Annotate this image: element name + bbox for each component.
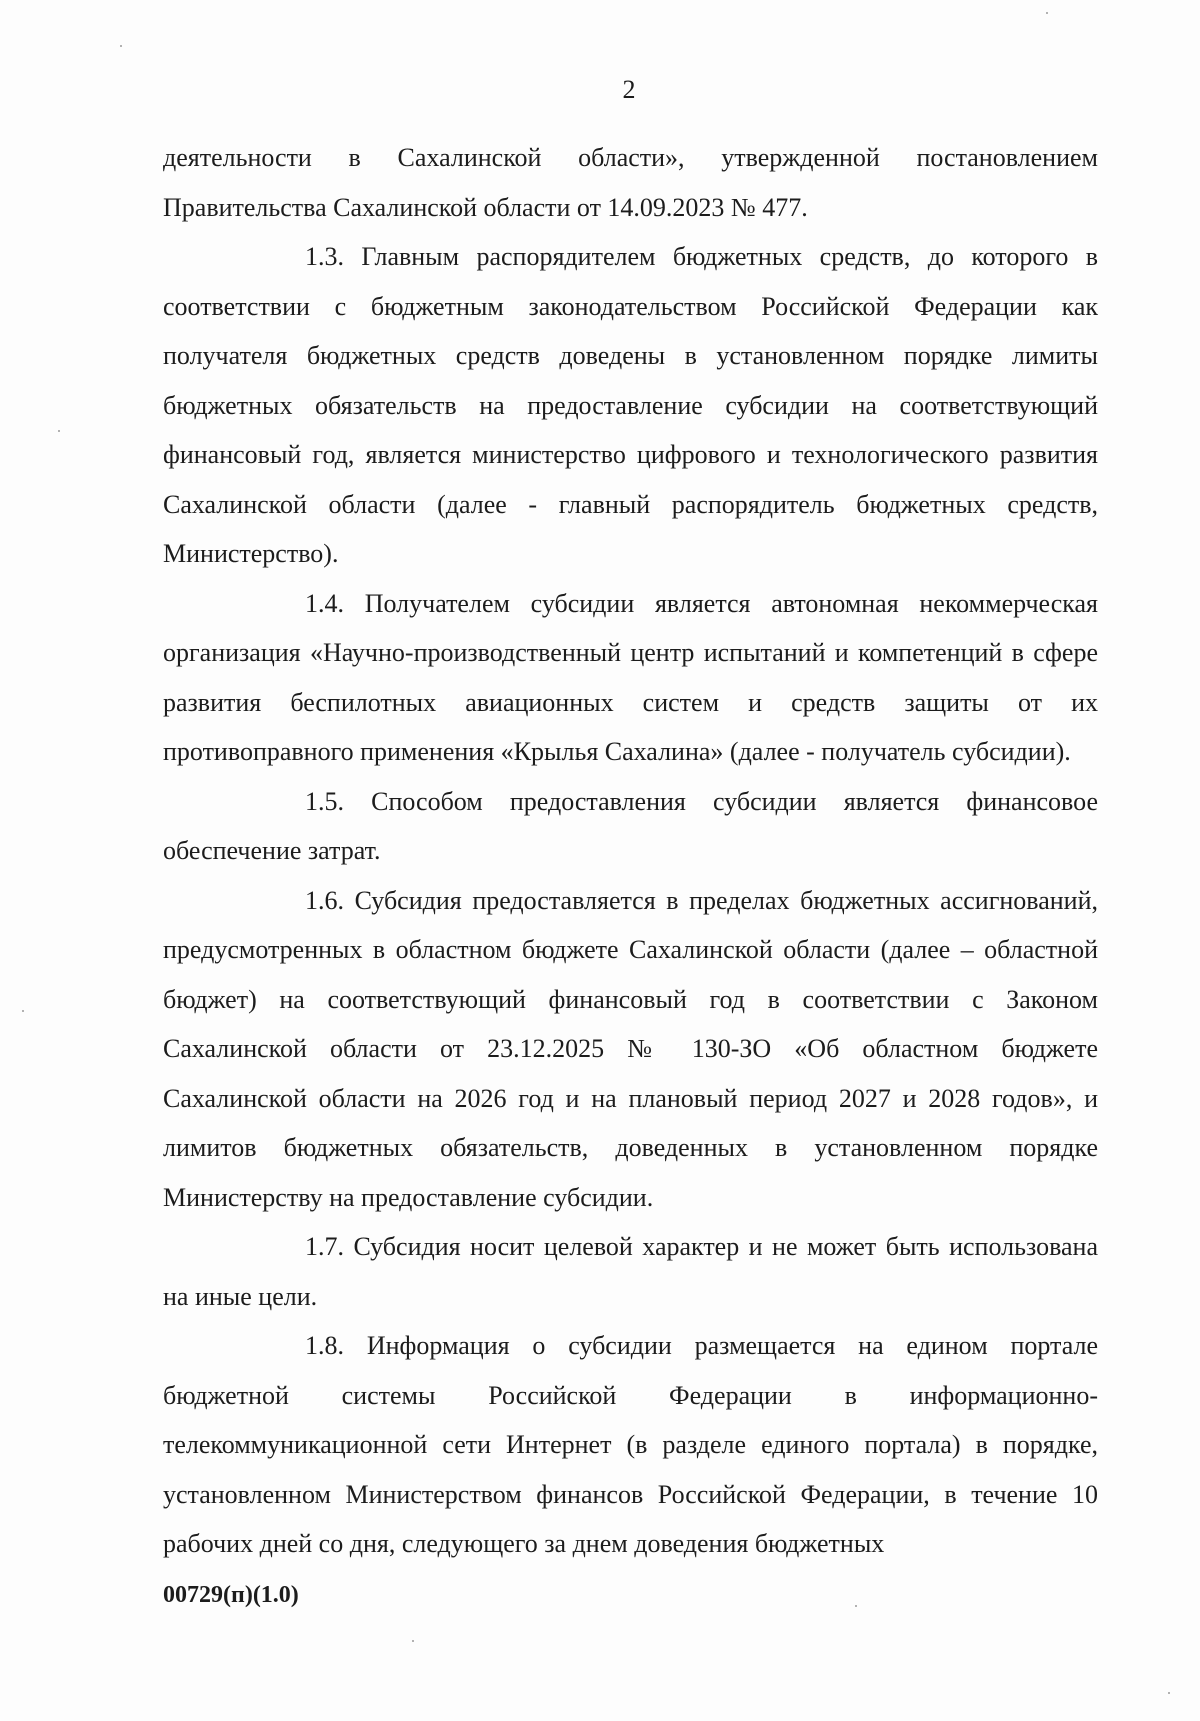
document-form-code: 00729(п)(1.0) <box>163 1582 299 1608</box>
paragraph-1-8 <box>163 1321 1098 1569</box>
paragraph-1-7 <box>163 1222 1098 1321</box>
paragraph-text: деятельности в Сахалинской области», утвержденной постановлением Правительства Сахалинской области от 14.09.2023 № 477. <box>163 143 1098 222</box>
scan-speck <box>120 45 122 47</box>
paragraph-1-6 <box>163 876 1098 1223</box>
scan-speck <box>412 1640 414 1642</box>
paragraph-text: Субсидия предоставляется в пределах бюджетных ассигнований, предусмотренных в областном бюджете Сахалинской области (далее – областной бюджет) на соответствующий финансовый год в соответствии с Законом Сахалинской области от 23.12.2025 № 130-ЗО «Об областном бюджете Сахалинской области на 2026 год и на плановый период 2027 и 2028 годов», и лимитов бюджетных обязательств, доведенных в установленном порядке Министерству на предоставление субсидии. <box>163 885 1098 1212</box>
paragraph-1-3 <box>163 232 1098 579</box>
scan-speck <box>1168 1692 1170 1694</box>
paragraph-number: 1.8. <box>305 1331 344 1360</box>
scan-speck <box>58 430 60 432</box>
scan-speck <box>855 1605 857 1607</box>
paragraph-text: Субсидия носит целевой характер и не может быть использована на иные цели. <box>163 1232 1098 1311</box>
paragraph-number: 1.6. <box>305 885 344 915</box>
scan-speck <box>1046 12 1048 14</box>
page-number: 2 <box>622 75 636 104</box>
paragraph-1-5 <box>163 777 1098 876</box>
paragraph-number: 1.3. <box>305 242 344 271</box>
paragraph-text: Главным распорядителем бюджетных средств, до которого в соответствии с бюджетным законодательством Российской Федерации как получателя бюджетных средств доведены в установленном порядке лимиты бюджетных обязательств на предоставление субсидии на соответствующий финансовый год, является министерство цифрового и технологического развития Сахалинской области (далее - главный распорядитель бюджетных средств, Министерство). <box>163 242 1098 568</box>
paragraph-number: 1.7. <box>305 1232 344 1261</box>
paragraph-text: Способом предоставления субсидии является финансовое обеспечение затрат. <box>163 786 1098 865</box>
paragraph-text: Информация о субсидии размещается на едином портале бюджетной системы Российской Федерации в информационно-телекоммуникационной сети Интернет (в разделе единого портала) в порядке, установленном Министерством финансов Российской Федерации, в течение 10 рабочих дней со дня, следующего за днем доведения бюджетных <box>163 1331 1098 1558</box>
document-body <box>163 133 1098 1569</box>
paragraph-text: Получателем субсидии является автономная некоммерческая организация «Научно-производственный центр испытаний и компетенций в сфере развития беспилотных авиационных систем и средств защиты от их противоправного применения «Крылья Сахалина» (далее - получатель субсидии). <box>163 588 1099 766</box>
paragraph-number: 1.4. <box>305 588 344 618</box>
scan-speck <box>22 1010 24 1012</box>
paragraph-number: 1.5. <box>305 786 344 816</box>
paragraph-continuation <box>163 133 1098 232</box>
paragraph-1-4 <box>163 579 1098 777</box>
